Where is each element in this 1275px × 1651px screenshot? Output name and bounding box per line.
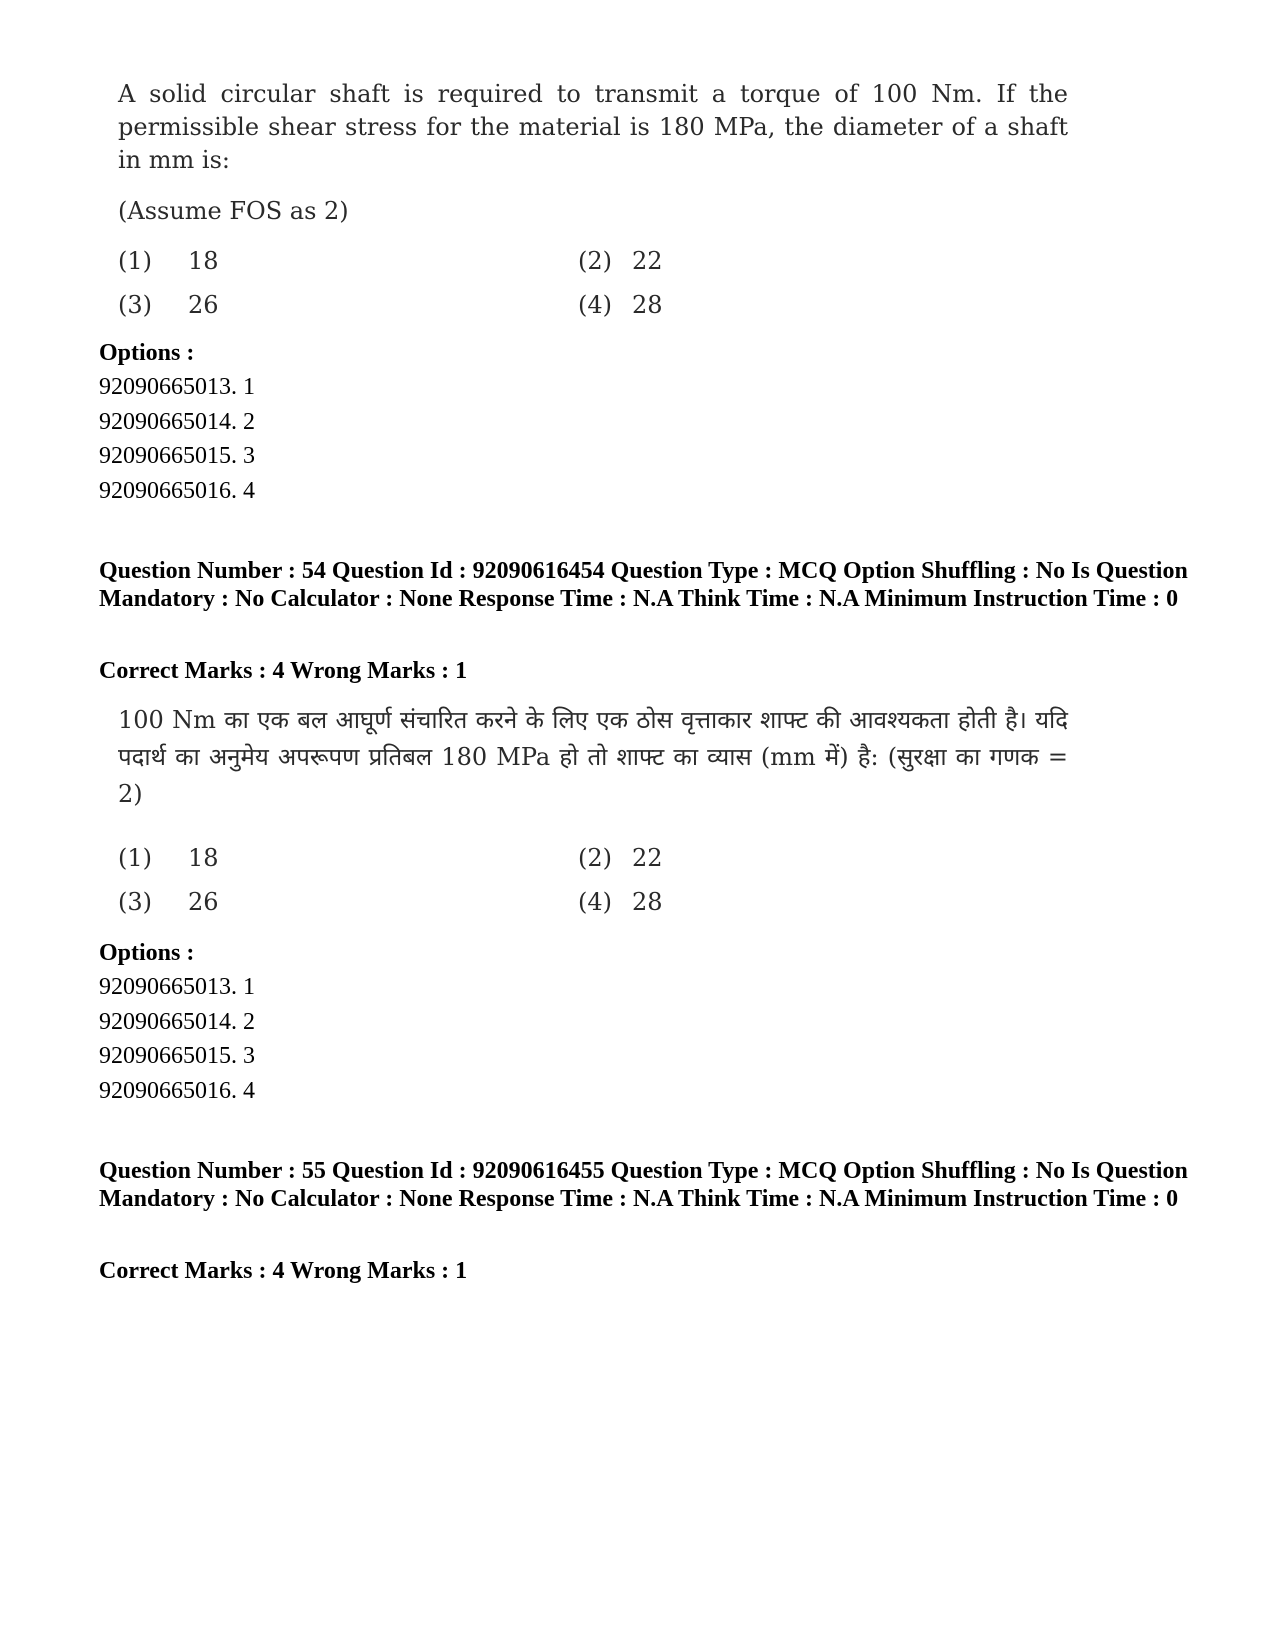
question-54-options (99, 936, 255, 1108)
option-item: 92090665015. 3 (99, 443, 255, 469)
option-item: 92090665015. 3 (99, 1043, 255, 1069)
question-54-meta: Question Number : 54 Question Id : 92090616454 Question Type : MCQ Option Shuffling : No Is Question Mandatory : No Calculator : None Response Time : N.A Think Time : N.A Minimum Instruction Time : 0 (99, 558, 1188, 612)
option-item: 92090665013. 1 (99, 374, 255, 400)
question-53-note: (Assume FOS as 2) (118, 197, 349, 225)
options-label: Options : (99, 340, 195, 366)
question-55-meta: Question Number : 55 Question Id : 92090616455 Question Type : MCQ Option Shuffling : No Is Question Mandatory : No Calculator : None Response Time : N.A Think Time : N.A Minimum Instruction Time : 0 (99, 1158, 1188, 1212)
options-label: Options : (99, 940, 195, 966)
question-53-choices (118, 246, 1068, 334)
question-53-options (99, 336, 255, 508)
question-54-stem: 100 Nm का एक बल आघूर्ण संचारित करने के लिए एक ठोस वृत्ताकार शाफ्ट की आवश्यकता होती है। यदि पदार्थ का अनुमेय अपरूपण प्रतिबल 180 MPa हो तो शाफ्ट का व्यास (mm में) है: (सुरक्षा का गणक = 2) (118, 706, 1068, 808)
question-54-choices (118, 843, 1068, 931)
question-55-marks: Correct Marks : 4 Wrong Marks : 1 (99, 1258, 468, 1284)
option-item: 92090665013. 1 (99, 974, 255, 1000)
option-item: 92090665014. 2 (99, 1008, 255, 1035)
question-53-image (118, 78, 1068, 334)
choice-4: (4) 28 (578, 291, 663, 319)
option-item: 92090665016. 4 (99, 477, 255, 504)
choice-4: (4) 28 (578, 888, 663, 916)
question-54-image (118, 702, 1068, 931)
choice-1: (1) 18 (118, 247, 219, 275)
question-53-stem: A solid circular shaft is required to transmit a torque of 100 Nm. If the permissible shear stress for the material is 180 MPa, the diameter of a shaft in mm is: (118, 80, 1068, 174)
choice-2: (2) 22 (578, 844, 663, 872)
question-54-marks: Correct Marks : 4 Wrong Marks : 1 (99, 658, 468, 684)
option-item: 92090665016. 4 (99, 1077, 255, 1104)
option-item: 92090665014. 2 (99, 408, 255, 435)
choice-1: (1) 18 (118, 844, 219, 872)
choice-2: (2) 22 (578, 247, 663, 275)
choice-3: (3) 26 (118, 291, 219, 319)
choice-3: (3) 26 (118, 888, 219, 916)
